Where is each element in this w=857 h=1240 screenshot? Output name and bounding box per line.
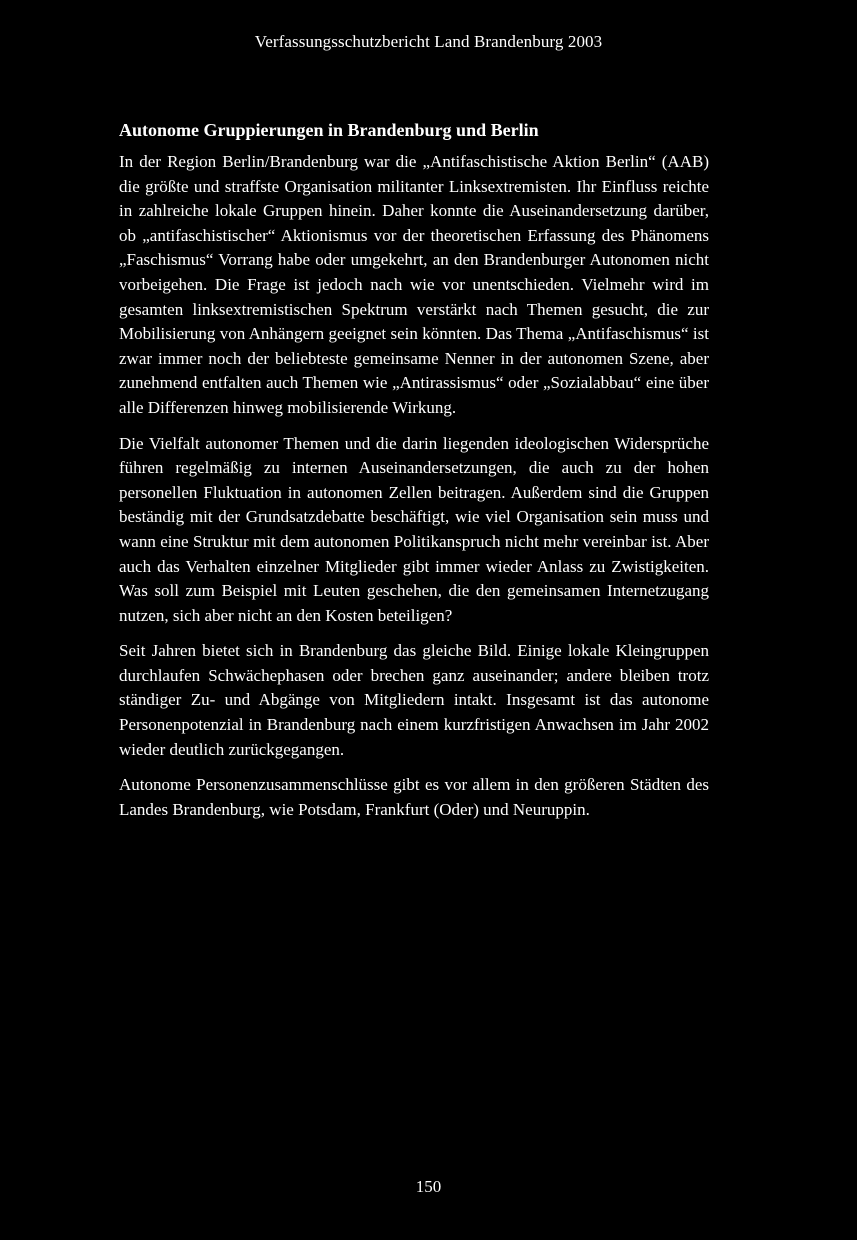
section-heading: Autonome Gruppierungen in Brandenburg und Berlin bbox=[119, 120, 539, 140]
paragraph-2: Die Vielfalt autonomer Themen und die darin liegenden ideologischen Widersprüche führen regelmäßig zu internen Auseinandersetzungen, die auch zu der hohen personellen Fluktuation in autonomen Zellen beitragen. Außerdem sind die Gruppen beständig mit der Grundsatzdebatte beschäftigt, wie viel Organisation sein muss und wann eine Struktur mit dem autonomen Politikanspruch nicht mehr vereinbar ist. Aber auch das Verhalten einzelner Mitglieder gibt immer wieder Anlass zu Zwistigkeiten. Was soll zum Beispiel mit Leuten geschehen, die den gemeinsamen Internetzugang nutzen, sich aber nicht an den Kosten beteiligen? bbox=[119, 433, 709, 625]
page-number: 150 bbox=[415, 1177, 442, 1196]
paragraph-4: Autonome Personenzusammenschlüsse gibt es vor allem in den größeren Städten des Landes Brandenburg, wie Potsdam, Frankfurt (Oder) und Neuruppin. bbox=[119, 775, 709, 819]
paragraph-1: In der Region Berlin/Brandenburg war die „Antifaschistische Aktion Berlin“ (AAB) die größte und straffste Organisation militanter Linksextremisten. Ihr Einfluss reichte in zahlreiche lokale Gruppen hinein. Daher konnte die Auseinandersetzung darüber, ob „antifaschistischer“ Aktionismus vor der theoretischen Erfassung des Phänomens „Faschismus“ Vorrang habe oder umgekehrt, an den Brandenburger Autonomen nicht vorbeigehen. Die Frage ist jedoch nach wie vor unentschieden. Vielmehr wird im gesamten linksextremistischen Spektrum verstärkt nach Themen gesucht, die zur Mobilisierung von Anhängern geeignet sein könnten. Das Thema „Antifaschismus“ ist zwar immer noch der beliebteste gemeinsame Nenner in der autonomen Szene, aber zunehmend entfalten auch Themen wie „Antirassismus“ oder „Sozialabbau“ eine über alle Differenzen hinweg mobilisierende Wirkung. bbox=[119, 152, 709, 417]
page-content bbox=[119, 118, 709, 833]
paragraph-3: Seit Jahren bietet sich in Brandenburg das gleiche Bild. Einige lokale Kleingruppen durchlaufen Schwächephasen oder brechen ganz auseinander; andere bleiben trotz ständiger Zu- und Abgänge von Mitgliedern intakt. Insgesamt ist das autonome Personenpotenzial in Brandenburg nach einem kurzfristigen Anwachsen im Jahr 2002 wieder deutlich zurückgegangen. bbox=[119, 641, 709, 759]
running-header: Verfassungsschutzbericht Land Brandenburg 2003 bbox=[254, 32, 603, 51]
